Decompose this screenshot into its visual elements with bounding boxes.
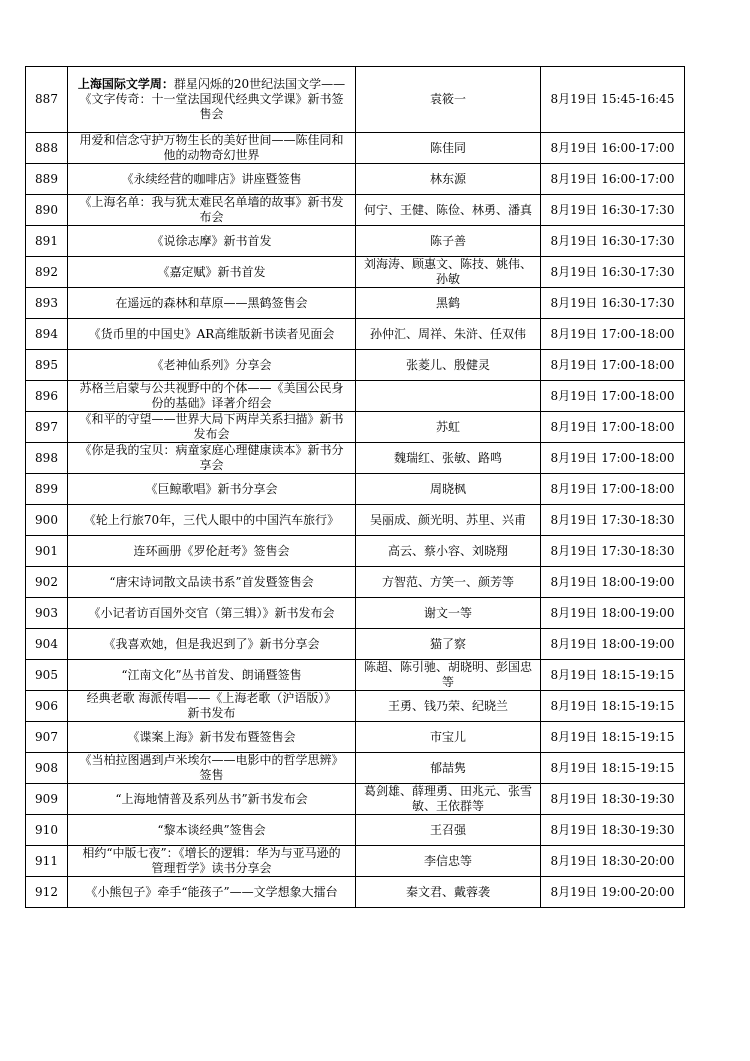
event-title [68, 133, 356, 164]
event-guests-line: 方智范、方笑一、颜芳等 [381, 574, 514, 589]
event-title-line: 在遥远的森林和草原——黑鹤签售会 [115, 295, 308, 310]
event-guests [356, 350, 541, 381]
event-title-line: 《永续经营的咖啡店》讲座暨签售 [121, 171, 302, 186]
event-guests [356, 381, 541, 412]
event-guests-line: 袁筱一 [429, 92, 466, 106]
event-time: 8月19日 18:30-19:30 [541, 815, 685, 846]
event-guests-line: 林东源 [429, 171, 466, 186]
event-time: 8月19日 18:15-19:15 [541, 722, 685, 753]
event-title [68, 691, 356, 722]
event-title [68, 877, 356, 908]
event-number: 908 [26, 753, 68, 784]
event-guests [356, 226, 541, 257]
event-time: 8月19日 17:00-18:00 [541, 381, 685, 412]
event-number: 910 [26, 815, 68, 846]
event-title-line: 《老神仙系列》分享会 [151, 357, 272, 372]
event-title-line: 《轮上行旅70年，三代人眼中的中国汽车旅行》 [83, 512, 340, 527]
event-title-line: 经典老歌 海派传唱——《上海老歌（沪语版）》 [86, 691, 337, 705]
event-number: 893 [26, 288, 68, 319]
event-guests [356, 784, 541, 815]
event-guests [356, 660, 541, 691]
table-row [26, 257, 685, 288]
event-guests-line: 张菱儿、殷健灵 [405, 357, 490, 372]
event-title-text: 群星闪烁的20世纪法国文学—— [173, 77, 346, 91]
event-guests [356, 67, 541, 133]
table-row [26, 67, 685, 133]
event-guests-line: 吴丽成、颜光明、苏里、兴甫 [369, 512, 526, 527]
event-title-line: 享会 [199, 458, 224, 472]
event-guests-line: 何宁、王健、陈俭、林勇、潘真 [363, 202, 532, 217]
table-row [26, 691, 685, 722]
table-row [26, 133, 685, 164]
event-title-line: 份的基础》译著介绍会 [151, 396, 272, 410]
event-title-line: 管理哲学》读书分享会 [151, 861, 272, 875]
event-title-line: 售会 [199, 107, 224, 121]
event-title-line: 《文字传奇：十一堂法国现代经典文学课》新书签 [79, 92, 344, 106]
event-title-line: 《嘉定赋》新书首发 [157, 264, 266, 279]
event-number: 902 [26, 567, 68, 598]
table-row [26, 598, 685, 629]
event-time: 8月19日 17:00-18:00 [541, 350, 685, 381]
event-number: 907 [26, 722, 68, 753]
event-number: 906 [26, 691, 68, 722]
event-guests-line: 魏瑞红、张敏、路鸣 [393, 450, 502, 465]
event-number: 890 [26, 195, 68, 226]
event-guests [356, 257, 541, 288]
event-title-line: 《我喜欢她，但是我迟到了》新书分享会 [103, 636, 320, 651]
event-number: 895 [26, 350, 68, 381]
event-title-line: “黎本谈经典”签售会 [157, 822, 266, 837]
table-row [26, 474, 685, 505]
event-title-line: 《小记者访百国外交官（第三辑）》新书发布会 [88, 605, 335, 620]
event-title [68, 505, 356, 536]
event-number: 911 [26, 846, 68, 877]
event-title-line: 发布会 [193, 427, 230, 441]
event-title-line: 签售 [199, 768, 224, 782]
event-title-line: 相约“中版七夜”：《增长的逻辑：华为与亚马逊的 [82, 846, 341, 860]
table-row [26, 319, 685, 350]
event-number: 891 [26, 226, 68, 257]
event-time: 8月19日 17:30-18:30 [541, 505, 685, 536]
event-guests [356, 164, 541, 195]
event-time: 8月19日 16:30-17:30 [541, 195, 685, 226]
event-number: 901 [26, 536, 68, 567]
event-time: 8月19日 18:00-19:00 [541, 567, 685, 598]
table-row [26, 412, 685, 443]
event-title [68, 257, 356, 288]
event-guests-line: 等 [441, 675, 454, 689]
event-title-line: 《巨鲸歌唱》新书分享会 [145, 481, 278, 496]
table-row [26, 164, 685, 195]
event-guests [356, 412, 541, 443]
event-time: 8月19日 16:00-17:00 [541, 133, 685, 164]
event-guests-line: 陈子善 [429, 233, 466, 248]
table-row [26, 784, 685, 815]
event-guests [356, 319, 541, 350]
table-row [26, 753, 685, 784]
event-title-line: 《上海名单：我与犹太难民名单墙的故事》新书发 [79, 195, 344, 209]
event-guests [356, 195, 541, 226]
event-number: 903 [26, 598, 68, 629]
event-time: 8月19日 18:15-19:15 [541, 691, 685, 722]
table-row [26, 846, 685, 877]
event-guests-line: 陈佳同 [429, 140, 466, 155]
event-series-label: 上海国际文学周： [77, 77, 174, 91]
event-title [68, 753, 356, 784]
event-number: 905 [26, 660, 68, 691]
table-row [26, 722, 685, 753]
event-title-line: 苏格兰启蒙与公共视野中的个体——《美国公民身 [79, 381, 344, 395]
event-title [68, 67, 356, 133]
event-title-line: 用爱和信念守护万物生长的美好世间——陈佳同和 [79, 133, 344, 147]
table-row [26, 226, 685, 257]
event-title-line: 《和平的守望——世界大局下两岸关系扫描》新书 [79, 412, 344, 426]
event-title-line: “唐宋诗词散文品读书系”首发暨签售会 [109, 574, 314, 589]
event-guests-line: 孙仲汇、周祥、朱浒、任双伟 [369, 326, 526, 341]
event-number: 889 [26, 164, 68, 195]
event-title-line [71, 77, 352, 92]
event-time: 8月19日 18:30-19:30 [541, 784, 685, 815]
table-row [26, 815, 685, 846]
event-guests-line: 猫了察 [429, 636, 466, 651]
event-title [68, 815, 356, 846]
event-number: 909 [26, 784, 68, 815]
event-guests-line: 周晓枫 [429, 481, 466, 496]
event-guests-line: 谢文一等 [423, 605, 472, 620]
event-time: 8月19日 18:00-19:00 [541, 629, 685, 660]
event-title [68, 536, 356, 567]
event-time: 8月19日 17:30-18:30 [541, 536, 685, 567]
event-number: 900 [26, 505, 68, 536]
event-title [68, 443, 356, 474]
event-title [68, 164, 356, 195]
event-guests-line: 秦文君、戴蓉袭 [405, 884, 490, 899]
event-guests-line: 敏、王依群等 [411, 799, 484, 813]
table-row [26, 288, 685, 319]
event-title [68, 350, 356, 381]
event-guests [356, 691, 541, 722]
event-title [68, 598, 356, 629]
event-number: 912 [26, 877, 68, 908]
event-title [68, 722, 356, 753]
table-row [26, 629, 685, 660]
event-title-line: 《小熊包子》牵手“能孩子”——文学想象大擂台 [85, 884, 338, 899]
event-number: 892 [26, 257, 68, 288]
table-row [26, 877, 685, 908]
event-time: 8月19日 15:45-16:45 [541, 67, 685, 133]
event-number: 898 [26, 443, 68, 474]
event-time: 8月19日 16:30-17:30 [541, 226, 685, 257]
event-time: 8月19日 17:00-18:00 [541, 319, 685, 350]
event-title-line: 布会 [199, 210, 224, 224]
event-title [68, 288, 356, 319]
event-guests [356, 505, 541, 536]
event-guests [356, 846, 541, 877]
event-guests-line: 孙敏 [435, 272, 460, 286]
event-guests-line: 苏虹 [435, 419, 460, 434]
event-time: 8月19日 17:00-18:00 [541, 474, 685, 505]
event-title-line: 《货币里的中国史》AR高维版新书读者见面会 [88, 326, 335, 341]
table-row [26, 381, 685, 412]
event-title-line: 连环画册《罗伦赶考》签售会 [133, 543, 290, 558]
table-row [26, 536, 685, 567]
event-guests [356, 536, 541, 567]
table-row [26, 195, 685, 226]
event-guests-line: 王勇、钱乃荣、纪晓兰 [387, 698, 508, 713]
event-title [68, 381, 356, 412]
event-guests-line: 高云、蔡小容、刘晓翔 [387, 543, 508, 558]
table-row [26, 660, 685, 691]
event-number: 896 [26, 381, 68, 412]
event-guests [356, 815, 541, 846]
event-title [68, 226, 356, 257]
event-time: 8月19日 17:00-18:00 [541, 443, 685, 474]
event-number: 897 [26, 412, 68, 443]
event-title-line: 《谍案上海》新书发布暨签售会 [127, 729, 296, 744]
event-title [68, 195, 356, 226]
event-guests [356, 474, 541, 505]
event-time: 8月19日 16:30-17:30 [541, 257, 685, 288]
table-row [26, 350, 685, 381]
event-time: 8月19日 16:00-17:00 [541, 164, 685, 195]
table-row [26, 505, 685, 536]
event-guests [356, 877, 541, 908]
event-title-line: 《当柏拉图遇到卢米埃尔——电影中的哲学思辨》 [79, 753, 344, 767]
event-title-line: “上海地情普及系列丛书”新书发布会 [115, 791, 308, 806]
event-guests-line: 李信忠等 [423, 853, 472, 868]
event-number: 887 [26, 67, 68, 133]
event-title [68, 784, 356, 815]
event-title [68, 412, 356, 443]
event-time: 8月19日 19:00-20:00 [541, 877, 685, 908]
event-title [68, 567, 356, 598]
event-title [68, 629, 356, 660]
event-guests [356, 288, 541, 319]
event-guests [356, 567, 541, 598]
event-guests [356, 598, 541, 629]
event-guests-line: 陈超、陈引驰、胡晓明、彭国忠 [363, 660, 532, 674]
event-number: 888 [26, 133, 68, 164]
schedule-body [26, 67, 685, 908]
event-title-line: “江南文化”丛书首发、朗诵暨签售 [121, 667, 302, 682]
event-guests-line: 葛剑雄、薛理勇、田兆元、张雪 [363, 784, 532, 798]
event-guests [356, 133, 541, 164]
event-title [68, 660, 356, 691]
event-guests [356, 629, 541, 660]
schedule-table [25, 66, 685, 908]
event-title [68, 474, 356, 505]
event-title-line: 新书发布 [187, 706, 236, 720]
event-time: 8月19日 18:15-19:15 [541, 753, 685, 784]
event-guests-line: 市宝儿 [429, 729, 466, 744]
event-title-line: 他的动物奇幻世界 [163, 148, 260, 162]
event-number: 894 [26, 319, 68, 350]
event-time: 8月19日 17:00-18:00 [541, 412, 685, 443]
table-row [26, 443, 685, 474]
event-guests-line: 王召强 [429, 822, 466, 837]
event-title [68, 319, 356, 350]
table-row [26, 567, 685, 598]
event-guests [356, 753, 541, 784]
event-title [68, 846, 356, 877]
event-guests-line: 黑鹤 [435, 295, 460, 310]
event-number: 899 [26, 474, 68, 505]
event-number: 904 [26, 629, 68, 660]
event-time: 8月19日 18:00-19:00 [541, 598, 685, 629]
event-title-line: 《你是我的宝贝：病童家庭心理健康读本》新书分 [79, 443, 344, 457]
event-time: 8月19日 18:15-19:15 [541, 660, 685, 691]
event-guests [356, 443, 541, 474]
event-time: 8月19日 18:30-20:00 [541, 846, 685, 877]
event-guests-line: 刘海涛、顾惠文、陈技、姚伟、 [363, 257, 532, 271]
event-title-line: 《说徐志摩》新书首发 [151, 233, 272, 248]
event-guests [356, 722, 541, 753]
event-guests-line: 郁喆隽 [429, 760, 466, 775]
event-time: 8月19日 16:30-17:30 [541, 288, 685, 319]
